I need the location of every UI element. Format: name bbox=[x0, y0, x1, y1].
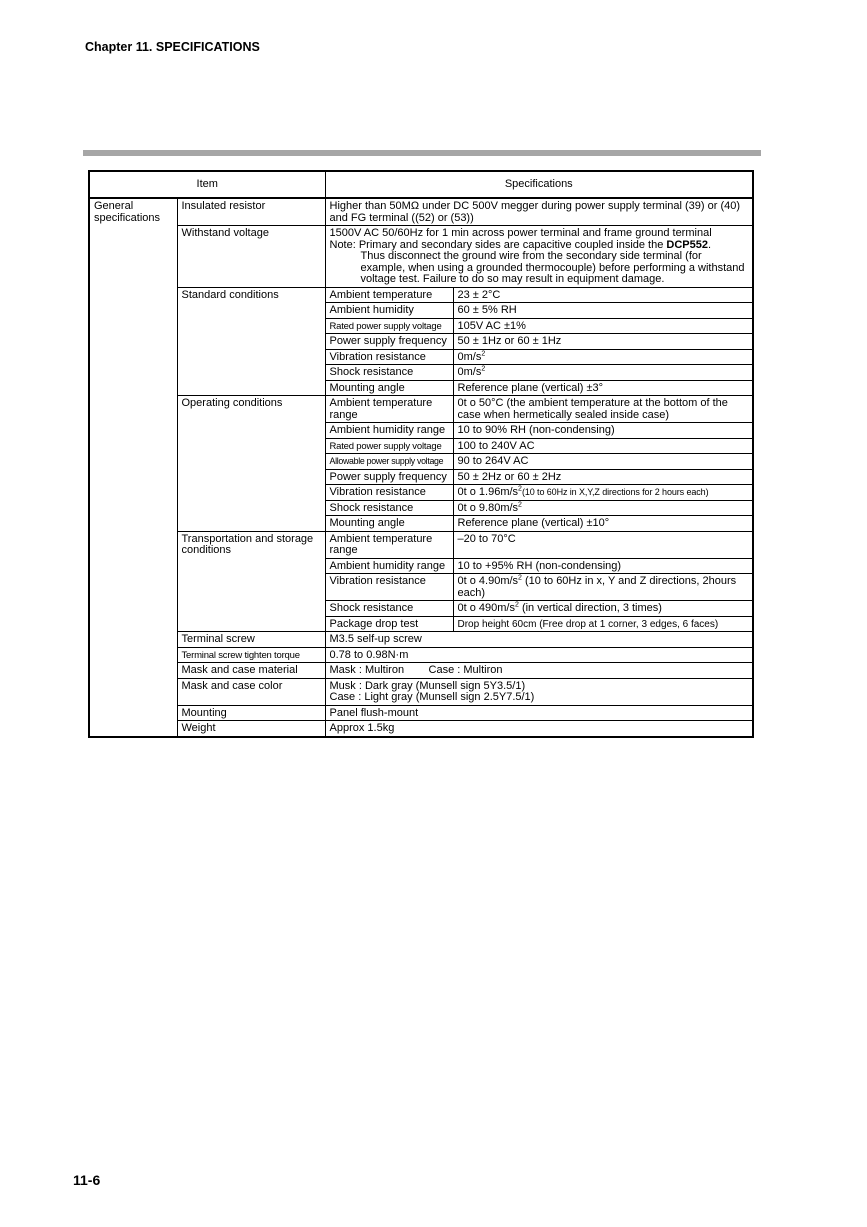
color-line: Musk : Dark gray (Munsell sign 5Y3.5/1) bbox=[329, 679, 526, 692]
header-specifications: Specifications bbox=[325, 171, 753, 198]
chapter-title: Chapter 11. SPECIFICATIONS bbox=[85, 40, 260, 54]
spec-value: Approx 1.5kg bbox=[325, 721, 753, 737]
sub-label: Vibration resistance bbox=[325, 574, 453, 601]
sub-label: Package drop test bbox=[325, 616, 453, 632]
sub-label: Shock resistance bbox=[325, 365, 453, 381]
header-rule bbox=[83, 150, 761, 156]
sub-label: Ambient humidity bbox=[325, 303, 453, 319]
spec-value: Panel flush-mount bbox=[325, 705, 753, 721]
table-row bbox=[89, 663, 753, 679]
sub-label: Ambient temperature bbox=[325, 287, 453, 303]
item-label: Operating conditions bbox=[177, 396, 325, 532]
withstand-note-detail: Thus disconnect the ground wire from the secondary side terminal (for example, when using a grounded thermocouple) before performing a withstand voltage test. Failure to do so may result in equipment damage. bbox=[360, 250, 745, 285]
sub-value: 23 ± 2°C bbox=[453, 287, 753, 303]
sub-label: Vibration resistance bbox=[325, 485, 453, 501]
withstand-note: Note: Primary and secondary sides are capacitive coupled inside the DCP552. bbox=[329, 238, 712, 251]
item-label: Mounting bbox=[177, 705, 325, 721]
sub-label: Shock resistance bbox=[325, 500, 453, 516]
sub-value: $0m/s^2$ bbox=[453, 349, 753, 365]
table-row bbox=[89, 647, 753, 663]
sub-label: Rated power supply voltage bbox=[325, 438, 453, 454]
sub-label: Mounting angle bbox=[325, 380, 453, 396]
item-label: Withstand voltage bbox=[177, 226, 325, 288]
sub-value: 100 to 240V AC bbox=[453, 438, 753, 454]
spec-value: Mask : Multiron Case : Multiron bbox=[325, 663, 753, 679]
table-row bbox=[89, 198, 753, 226]
category-general-specifications bbox=[89, 198, 177, 226]
spec-value: Higher than 50MΩ under DC 500V megger during power supply terminal (39) or (40) and FG terminal ((52) or (53)) bbox=[325, 198, 753, 226]
sub-value: $0m/s^2$ bbox=[453, 365, 753, 381]
sub-label: Power supply frequency bbox=[325, 334, 453, 350]
sub-label: Vibration resistance bbox=[325, 349, 453, 365]
category-line: General bbox=[94, 200, 134, 212]
item-label: Terminal screw tighten torque bbox=[177, 647, 325, 663]
sub-label: Ambient temperature range bbox=[325, 531, 453, 558]
sub-value: 0t o $1.96m/s^2(10$ to 60Hz in X,Y,Z directions for 2 hours each) bbox=[453, 485, 753, 501]
sub-label: Shock resistance bbox=[325, 601, 453, 617]
table-row bbox=[89, 531, 753, 558]
sub-value: 50 ± 1Hz or 60 ± 1Hz bbox=[453, 334, 753, 350]
table-row bbox=[89, 287, 753, 303]
spec-value: M3.5 self-up screw bbox=[325, 632, 753, 648]
item-label: Transportation and storage conditions bbox=[177, 531, 325, 632]
sub-label: Ambient temperature range bbox=[325, 396, 453, 423]
sub-value: Reference plane (vertical) ±3° bbox=[453, 380, 753, 396]
specifications-table bbox=[88, 170, 754, 738]
sub-label: Power supply frequency bbox=[325, 469, 453, 485]
sub-value: 0t o $490m/s^2$ (in vertical direction, 3 times) bbox=[453, 601, 753, 617]
sub-value: 0t o 50°C (the ambient temperature at the bottom of the case when hermetically sealed inside case) bbox=[453, 396, 753, 423]
spec-value: 0.78 to 0.98N·m bbox=[325, 647, 753, 663]
item-label: Terminal screw bbox=[177, 632, 325, 648]
product-model: DCP552 bbox=[666, 238, 708, 251]
sub-value: 50 ± 2Hz or 60 ± 2Hz bbox=[453, 469, 753, 485]
table-row bbox=[89, 396, 753, 423]
table-row bbox=[89, 632, 753, 648]
sub-label: Ambient humidity range bbox=[325, 423, 453, 439]
sub-value: 10 to +95% RH (non-condensing) bbox=[453, 558, 753, 574]
item-label: Weight bbox=[177, 721, 325, 737]
sub-value: 0t o $9.80m/s^2$ bbox=[453, 500, 753, 516]
table-row bbox=[89, 705, 753, 721]
sub-label: Ambient humidity range bbox=[325, 558, 453, 574]
sub-label: Mounting angle bbox=[325, 516, 453, 532]
item-label: Standard conditions bbox=[177, 287, 325, 396]
header-item: Item bbox=[89, 171, 325, 198]
color-line: Case : Light gray (Munsell sign 2.5Y7.5/1) bbox=[329, 691, 535, 703]
sub-value: 105V AC ±1% bbox=[453, 318, 753, 334]
sub-value: 60 ± 5% RH bbox=[453, 303, 753, 319]
spec-value bbox=[325, 226, 753, 288]
sub-value: 0t o $4.90m/s^2$ (10 to 60Hz in x, Y and Z directions, 2hours each) bbox=[453, 574, 753, 601]
category-line: specifications bbox=[94, 211, 161, 224]
sub-value: 10 to 90% RH (non-condensing) bbox=[453, 423, 753, 439]
sub-label: Allowable power supply voltage bbox=[325, 454, 453, 470]
page-number: 11-6 bbox=[73, 1172, 101, 1188]
table-row bbox=[89, 226, 753, 288]
sub-value: –20 to 70°C bbox=[453, 531, 753, 558]
sub-value: Reference plane (vertical) ±10° bbox=[453, 516, 753, 532]
table-row bbox=[89, 721, 753, 737]
sub-value: Drop height 60cm (Free drop at 1 corner, 3 edges, 6 faces) bbox=[453, 616, 753, 632]
sub-label: Rated power supply voltage bbox=[325, 318, 453, 334]
item-label: Mask and case material bbox=[177, 663, 325, 679]
item-label: Insulated resistor bbox=[177, 198, 325, 226]
table-header-row bbox=[89, 171, 753, 198]
spec-value bbox=[325, 678, 753, 705]
table-row bbox=[89, 678, 753, 705]
sub-value: 90 to 264V AC bbox=[453, 454, 753, 470]
withstand-line: 1500V AC 50/60Hz for 1 min across power terminal and frame ground terminal bbox=[329, 227, 712, 239]
item-label: Mask and case color bbox=[177, 678, 325, 705]
